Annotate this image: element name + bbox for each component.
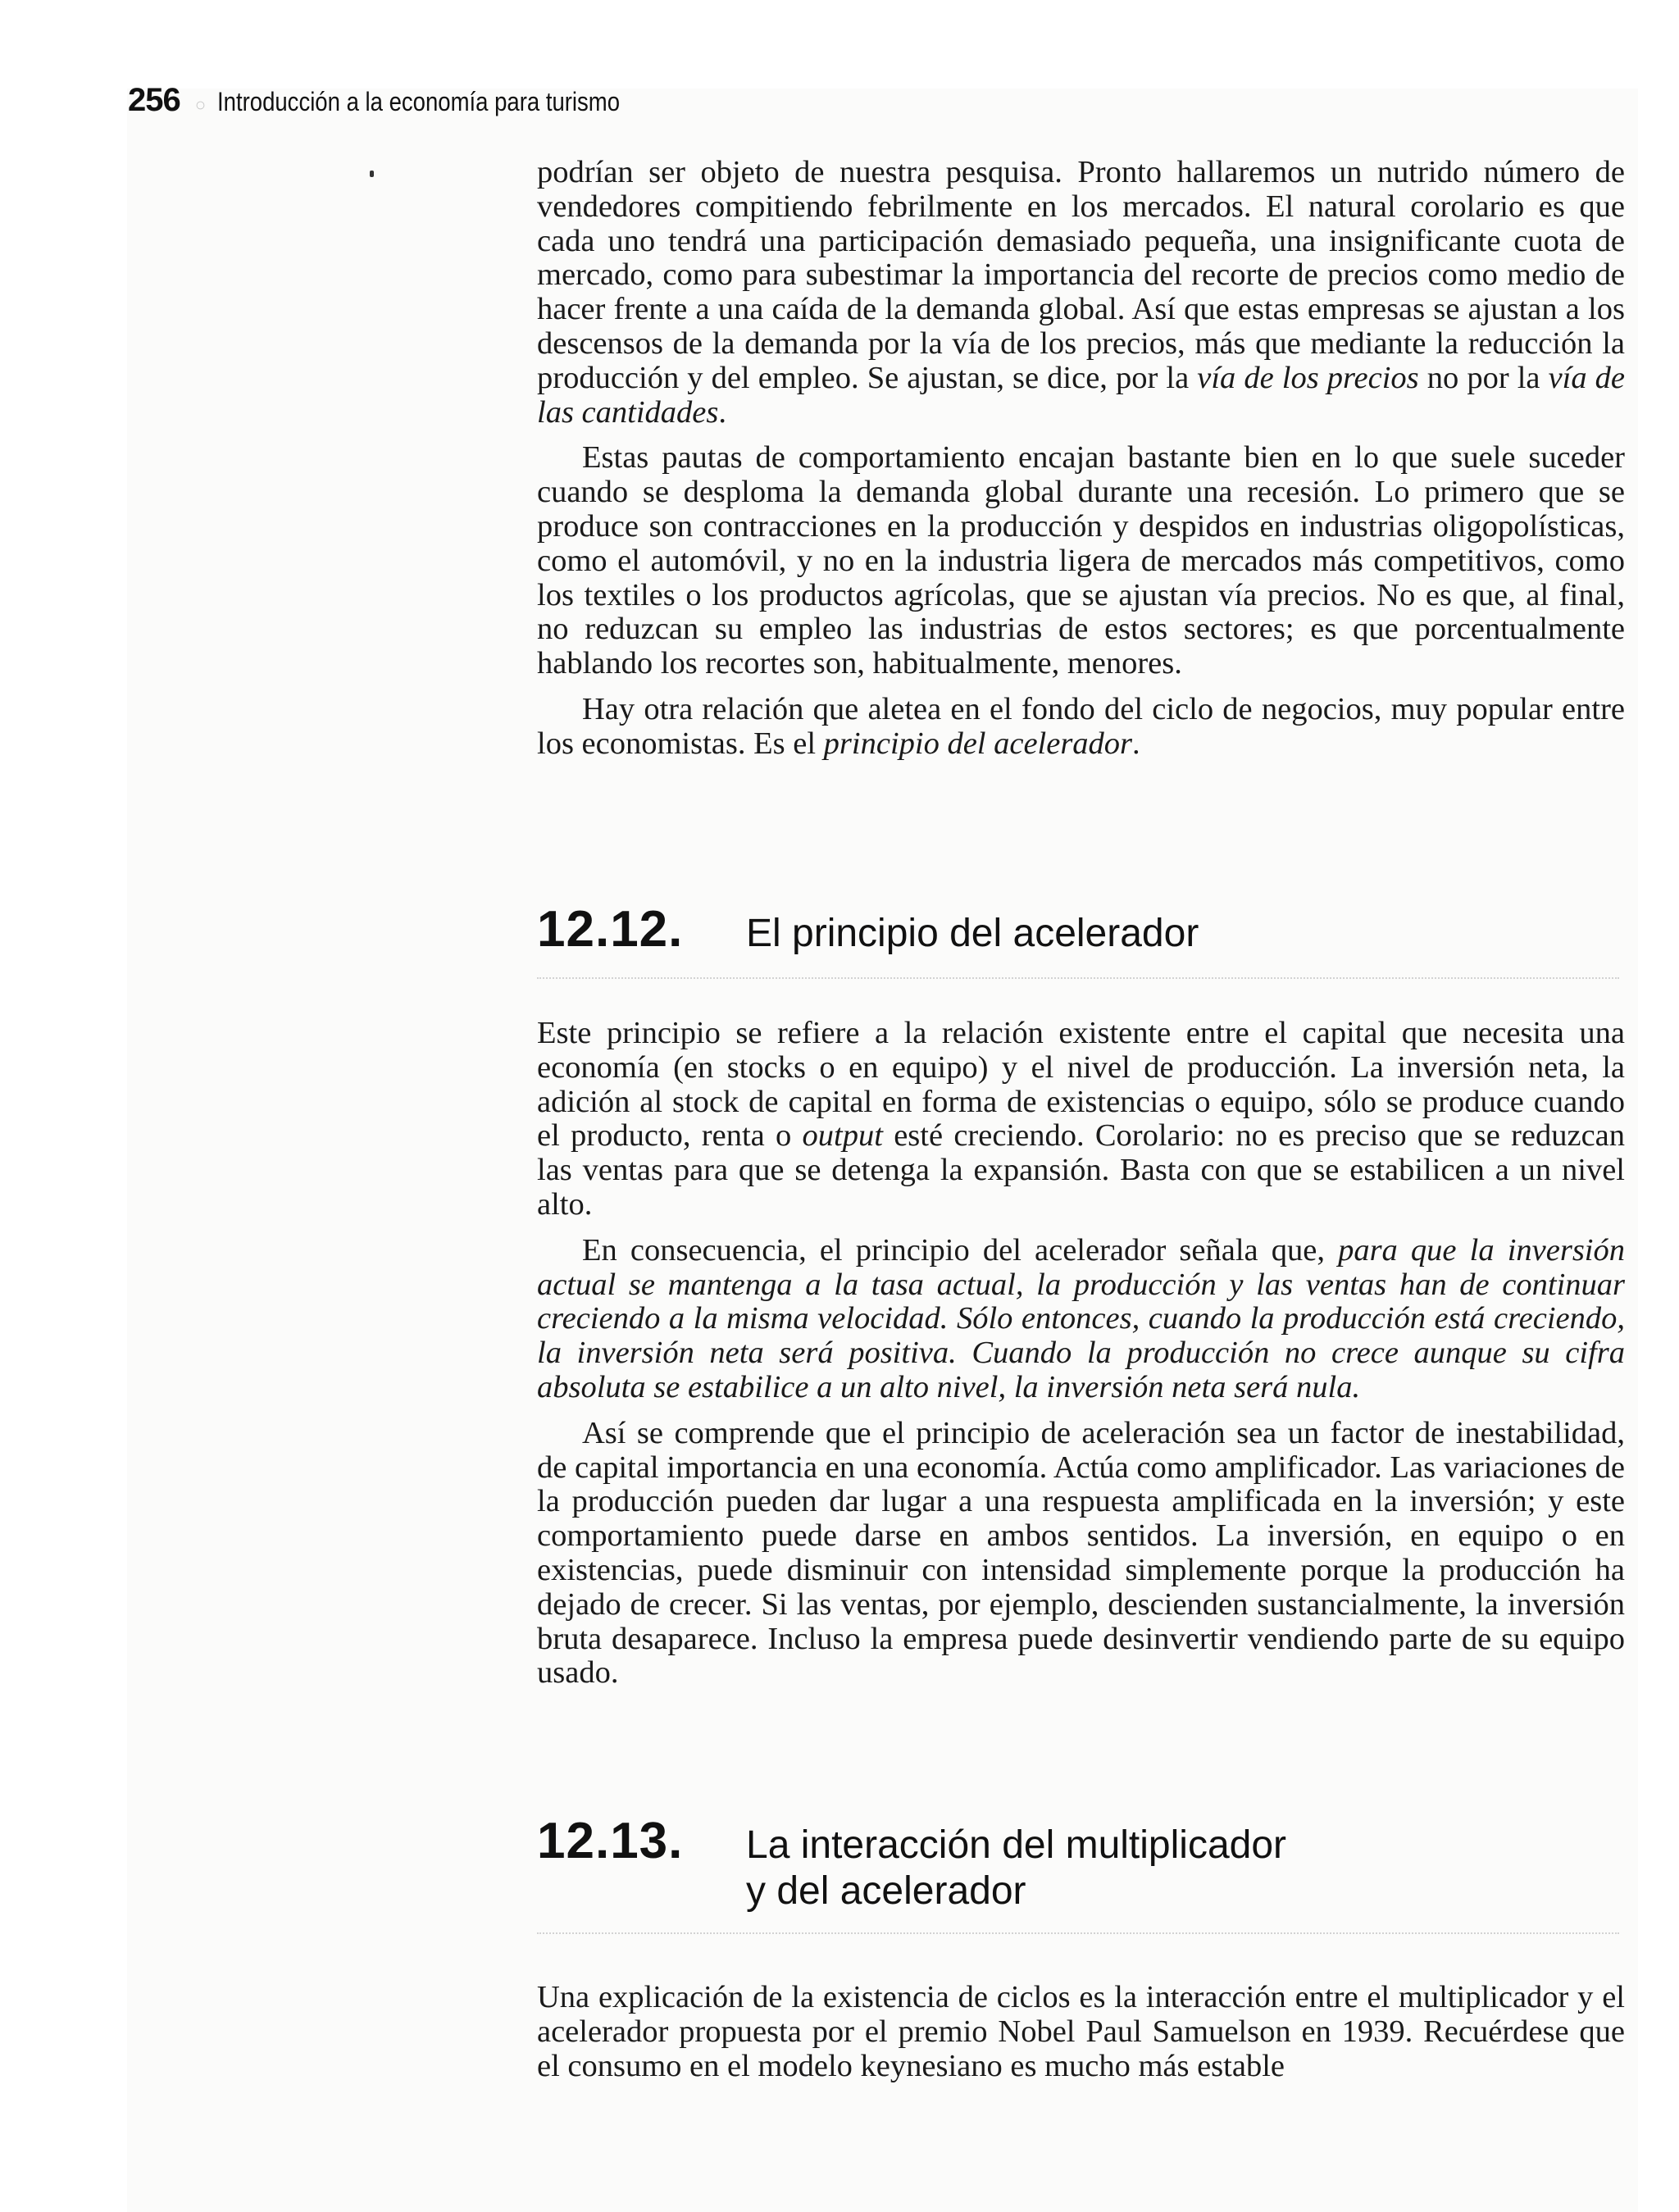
section-title bbox=[746, 1823, 1286, 1914]
italic-term: principio del acelerador bbox=[823, 726, 1133, 761]
paragraph-3: Hay otra relación que aletea en el fondo del ciclo de negocios, muy popular entre los economistas. Es el principio del acelerador. bbox=[537, 691, 1625, 761]
page-number: 256 bbox=[128, 82, 180, 118]
section-title-line-1: La interacción del multiplicador bbox=[746, 1823, 1287, 1867]
paragraph-1: podrían ser objeto de nuestra pesquisa. Pronto hallaremos un nutrido número de vendedores compitiendo febrilmente en los mercados. El natural corolario es que cada uno tendrá una participación demasiado pequeña, una insignificante cuota de mercado, como para subestimar la importancia del recorte de precios como medio de hacer frente a una caída de la demanda global. Así que estas empresas se ajustan a los descensos de la demanda por la vía de los precios, más que mediante la reducción la producción y del empleo. Se ajustan, se dice, por la vía de los precios no por la vía de las cantidades. bbox=[537, 155, 1626, 430]
header-separator-mark: ○ bbox=[194, 94, 207, 115]
section-heading-12-12 bbox=[537, 900, 1199, 958]
text-block-2 bbox=[537, 1017, 1625, 1691]
book-title: Introducción a la economía para turismo bbox=[217, 87, 621, 116]
italic-term: vía de las cantidades bbox=[537, 360, 1626, 430]
section-title-line-2: y del acelerador bbox=[746, 1869, 1026, 1913]
paragraph-2: Estas pautas de comportamiento encajan bastante bien en lo que suele suceder cuando se desploma la demanda global durante una recesión. Lo primero que se produce son contracciones en la producción y despidos en industrias oligopolísticas, como el automóvil, y no en la industria ligera de mercados más competitivos, como los textiles o los productos agrícolas, que se ajustan vía precios. No es que, al final, no reduzcan su empleo las industrias de estos sectores; es que porcentualmente hablando los recortes son, habitualmente, menores. bbox=[537, 440, 1625, 681]
paragraph-6: Así se comprende que el principio de aceleración sea un factor de inestabilidad, de capital importancia en una economía. Actúa como amplificador. Las variaciones de la producción pueden dar lugar a una respuesta amplificada en la inversión; y este comportamiento puede darse en ambos sentidos. La inversión, en equipo o en existencias, puede disminuir con intensidad simplemente porque la producción ha dejado de crecer. Si las ventas, por ejemplo, descienden sustancialmente, la inversión bruta desaparece. Incluso la empresa puede desinvertir vendiendo parte de su equipo usado. bbox=[537, 1415, 1625, 1691]
section-title: El principio del acelerador bbox=[746, 912, 1199, 955]
section-rule bbox=[537, 1932, 1619, 1934]
section-rule bbox=[537, 977, 1619, 979]
running-header bbox=[128, 82, 685, 123]
italic-term: vía de los precios bbox=[1197, 360, 1419, 395]
margin-mark bbox=[370, 171, 374, 177]
section-number: 12.13. bbox=[537, 1813, 684, 1869]
italic-term: output bbox=[802, 1118, 883, 1154]
section-heading-12-13 bbox=[537, 1812, 1286, 1914]
paragraph-5: En consecuencia, el principio del acelerador señala que, para que la inversión actual se mantenga a la tasa actual, la producción y las ventas han de continuar creciendo a la misma velocidad. Sólo entonces, cuando la producción está creciendo, la inversión neta será positiva. Cuando la producción no crece aunque su cifra absoluta se estabilice a un alto nivel, la inversión neta será nula. bbox=[537, 1232, 1625, 1404]
text-block-3 bbox=[537, 1981, 1625, 2083]
paragraph-4: Este principio se refiere a la relación existente entre el capital que necesita una economía (en stocks o en equipo) y el nivel de producción. La inversión neta, la adición al stock de capital en forma de existencias o equipo, sólo se produce cuando el producto, renta o output esté creciendo. Corolario: no es preciso que se reduzcan las ventas para que se detenga la expansión. Basta con que se estabilicen a un nivel alto. bbox=[537, 1016, 1625, 1222]
italic-passage: para que la inversión actual se mantenga a la tasa actual, la producción y las ventas han de continuar creciendo a la misma velocidad. Sólo entonces, cuando la producción está creciendo, la inversión neta será positiva. Cuando la producción no crece aunque su cifra absoluta se estabilice a un alto nivel, la inversión neta será nula. bbox=[537, 1232, 1625, 1404]
text-block-1 bbox=[537, 156, 1625, 762]
paragraph-7: Una explicación de la existencia de ciclos es la interacción entre el multiplicador y el acelerador propuesta por el premio Nobel Paul Samuelson en 1939. Recuérdese que el consumo en el modelo keynesiano es mucho más estable bbox=[537, 1980, 1625, 2083]
section-number: 12.12. bbox=[537, 901, 684, 958]
